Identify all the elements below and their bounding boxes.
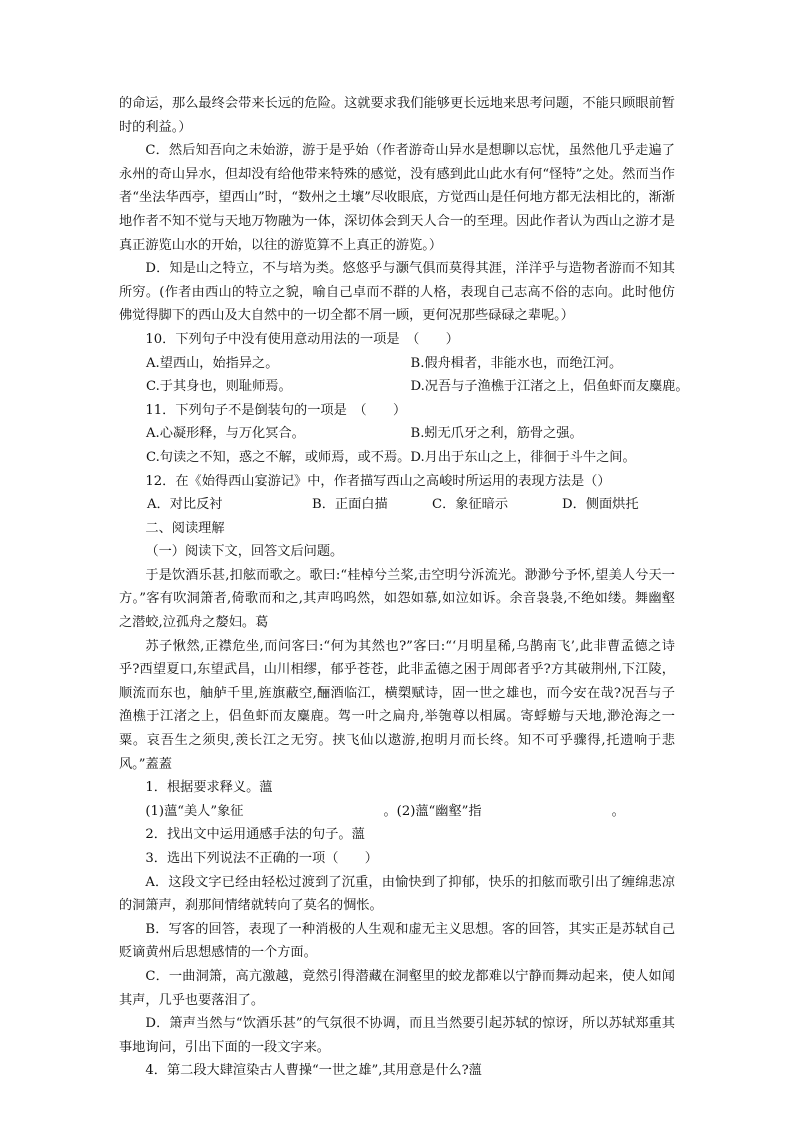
q1-part-2-label: 。(2)薀“幽壑”指 [383,803,482,819]
question-12: 12．在《始得西山宴游记》中，作者描写西山之高峻时所运用的表现方法是（） [145,473,611,489]
reading-q3-option-d: D．箫声当然与“饮酒乐甚”的气氛很不协调，而且当然要引起苏轼的惊讶，所以苏轼郑重其事地询问，引出下面的一段文字来。 [119,1016,675,1055]
q10-option-a: A.望西山，始指异之。 [146,355,279,371]
question-10-options-row1 [119,352,675,376]
question-12-options [119,493,675,517]
reading-q3-option-a: A．这段文字已经由轻松过渡到了沉重，由愉快到了抑郁，快乐的扣舷而歌引出了缠绵悲凉的洞箫声，刹那间情绪就转向了莫名的惆怅。 [119,874,675,914]
reading-question-1-parts [119,800,675,824]
question-11-options-row2 [119,446,675,470]
q11-option-b: B.蚓无爪牙之利，筋骨之强。 [410,426,583,442]
reading-q3-option-c: C．一曲洞箫，高亢激越，竟然引得潜藏在洞壑里的蛟龙都难以宁静而舞动起来，使人如闻其声，几乎也要落泪了。 [119,968,675,1008]
passage-paragraph-2: 苏子愀然,正襟危坐,而问客曰:“何为其然也?”客曰:“‘月明星稀,乌鹊南飞’,此非曹孟德之诗乎?西望夏口,东望武昌，山川相缪，郁乎苍苍，此非孟德之困于周郎者乎?方其破荆州,下江陵，顺流而东也，舳舻千里,旌旗蔽空,酾酒临江，横槊赋诗，固一世之雄也，而今安在哉?况吾与子渔樵于江渚之上，侣鱼虾而友麋鹿。驾一叶之扁舟,举匏尊以相属。寄蜉蝣与天地,渺沧海之一粟。哀吾生之须臾,羡长江之无穷。挟飞仙以遨游,抱明月而长终。知不可乎骤得,托遗响于悲风。”蓋蓋 [119,638,675,772]
reading-question-1: 1．根据要求释义。薀 [145,780,273,796]
answer-option-d: D．知是山之特立，不与培为类。悠悠乎与灏气俱而莫得其涯，洋洋乎与造物者游而不知其所穷。(作者由西山的特立之貌，喻自己卓而不群的人格，表现自己志高不俗的志向。此时他仿佛觉得脚下的西山及大自然中的一切全都不屑一顾，更何况那些碌碌之辈呢。） [119,261,675,324]
section-heading: 二、阅读理解 [145,520,225,536]
q12-option-a: A．对比反衬 [147,497,223,513]
reading-question-3: 3．选出下列说法不正确的一项（ ） [145,851,378,866]
question-11-options-row1 [119,422,675,446]
document-page [119,92,689,1083]
q11-option-d: D.月出于东山之上，徘徊于斗牛之间。 [410,449,636,465]
question-10: 10．下列句子中没有使用意动用法的一项是 （ ） [145,331,459,347]
subsection-heading: （一）阅读下文，回答文后问题。 [145,544,344,560]
q1-end-mark: 。 [611,803,625,819]
reading-question-2: 2．找出文中运用通感手法的句子。薀 [145,827,365,843]
question-11: 11．下列句子不是倒装句的一项是 （ ） [145,402,407,418]
q11-option-c: C.句读之不知，惑之不解，或师焉，或不焉。 [146,449,411,465]
question-10-options-row2 [119,375,689,399]
answer-continuation: 的命运，那么最终会带来长远的危险。这就要求我们能够更长远地来思考问题，不能只顾眼前暂时的利益。） [119,96,675,135]
q10-option-c: C.于其身也，则耻师焉。 [146,379,292,395]
reading-q3-option-b: B．写客的回答，表现了一种消极的人生观和虚无主义思想。客的回答，其实正是苏轼自己贬谪黄州后思想感情的一个方面。 [119,921,675,961]
reading-question-4: 4．第二段大肆渲染古人曹操“一世之雄”,其用意是什么?薀 [145,1063,482,1079]
q1-part-1-label: (1)薀“美人”象征 [145,803,244,819]
q12-option-b: B．正面白描 [312,497,388,513]
q12-option-c: C．象征暗示 [432,497,509,513]
passage-paragraph-1: 于是饮酒乐甚,扣舷而歌之。歌曰:“桂棹兮兰桨,击空明兮泝流光。渺渺兮予怀,望美人兮天一方。”客有吹洞箫者,倚歌而和之,其声呜呜然，如怨如慕,如泣如诉。余音袅袅,不绝如缕。舞幽壑之潜蛟,泣孤舟之嫠妇。葛 [119,567,675,631]
q10-option-d: D.况吾与子渔樵于江渚之上，侣鱼虾而友麋鹿。 [410,379,689,395]
q10-option-b: B.假舟楫者，非能水也，而绝江河。 [410,355,623,371]
q11-option-a: A.心凝形释，与万化冥合。 [146,426,305,442]
q12-option-d: D．侧面烘托 [562,497,639,513]
answer-option-c: C．然后知吾向之未始游，游于是乎始（作者游奇山异水是想聊以忘忧，虽然他几乎走遍了永州的奇山异水，但却没有给他带来特殊的感觉，没有感到此山此水有何“怪特”之处。然而当作者“坐法华西亭，望西山”时，“数州之土壤”尽收眼底，方觉西山是任何地方都无法相比的，渐渐地作者不知不觉与天地万物融为一体，深切体会到天人合一的至理。因此作者认为西山之游才是真正游览山水的开始，以往的游览算不上真正的游览。） [119,143,675,253]
